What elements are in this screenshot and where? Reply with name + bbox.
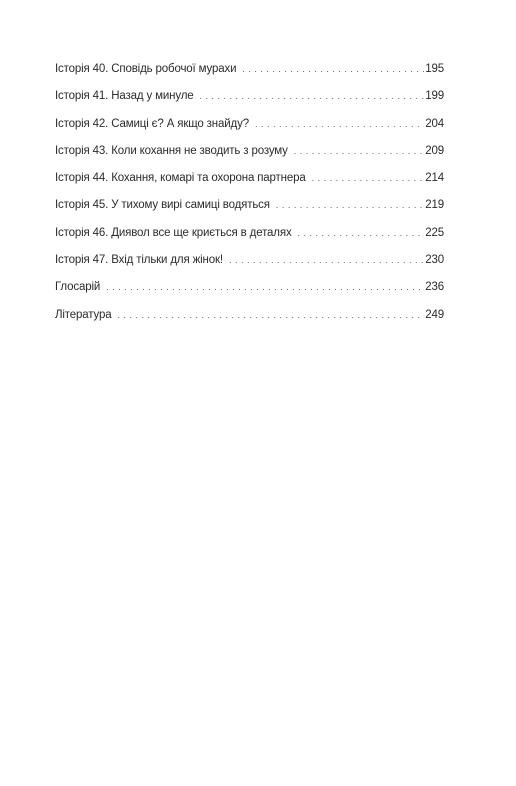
toc-entry xyxy=(55,197,444,224)
toc-entry-title: Історія 47. Вхід тільки для жінок! xyxy=(55,254,223,267)
toc-entry-page: 219 xyxy=(425,199,444,212)
toc-entry-title: Історія 45. У тихому вирі самиці водяться xyxy=(55,199,270,212)
toc-entry-title: Історія 41. Назад у минуле xyxy=(55,90,194,103)
toc-entry-page: 249 xyxy=(425,308,444,321)
toc-entry-title: Історія 40. Сповідь робочої мурахи xyxy=(55,63,237,75)
toc-entry-page: 236 xyxy=(425,281,444,294)
toc-entry-title: Література xyxy=(55,308,112,321)
toc-entry xyxy=(55,279,444,306)
dot-leader xyxy=(200,88,424,104)
dot-leader xyxy=(276,197,424,213)
toc-entry-page: 199 xyxy=(425,90,444,103)
toc-entry-title: Глосарій xyxy=(55,281,101,294)
toc-entry-title: Історія 46. Диявол все ще криється в деталях xyxy=(55,226,292,239)
dot-leader xyxy=(242,61,424,77)
toc-entry xyxy=(55,252,444,279)
toc-entry-title: Історія 42. Самиці є? А якщо знайду? xyxy=(55,117,249,130)
toc-entry xyxy=(55,307,444,334)
toc-entry-page: 195 xyxy=(425,63,444,75)
dot-leader xyxy=(106,279,424,295)
toc-entry xyxy=(55,225,444,252)
dot-leader xyxy=(294,143,424,159)
toc-entry-title: Історія 44. Кохання, комарі та охорона партнера xyxy=(55,172,306,185)
toc-entry-title: Історія 43. Коли кохання не зводить з розуму xyxy=(55,144,288,157)
dot-leader xyxy=(298,225,424,241)
dot-leader xyxy=(117,307,424,323)
toc-entry xyxy=(55,61,444,88)
dot-leader xyxy=(312,170,424,186)
toc-entry-page: 230 xyxy=(425,254,444,267)
toc-entry xyxy=(55,116,444,143)
toc-entry-page: 214 xyxy=(425,172,444,185)
toc-entry xyxy=(55,143,444,170)
toc-entry-page: 204 xyxy=(425,117,444,130)
dot-leader xyxy=(255,116,424,132)
table-of-contents xyxy=(55,61,444,334)
toc-entry-page: 225 xyxy=(425,226,444,239)
toc-entry xyxy=(55,170,444,197)
toc-entry-page: 209 xyxy=(425,144,444,157)
dot-leader xyxy=(229,252,424,268)
toc-entry xyxy=(55,88,444,115)
